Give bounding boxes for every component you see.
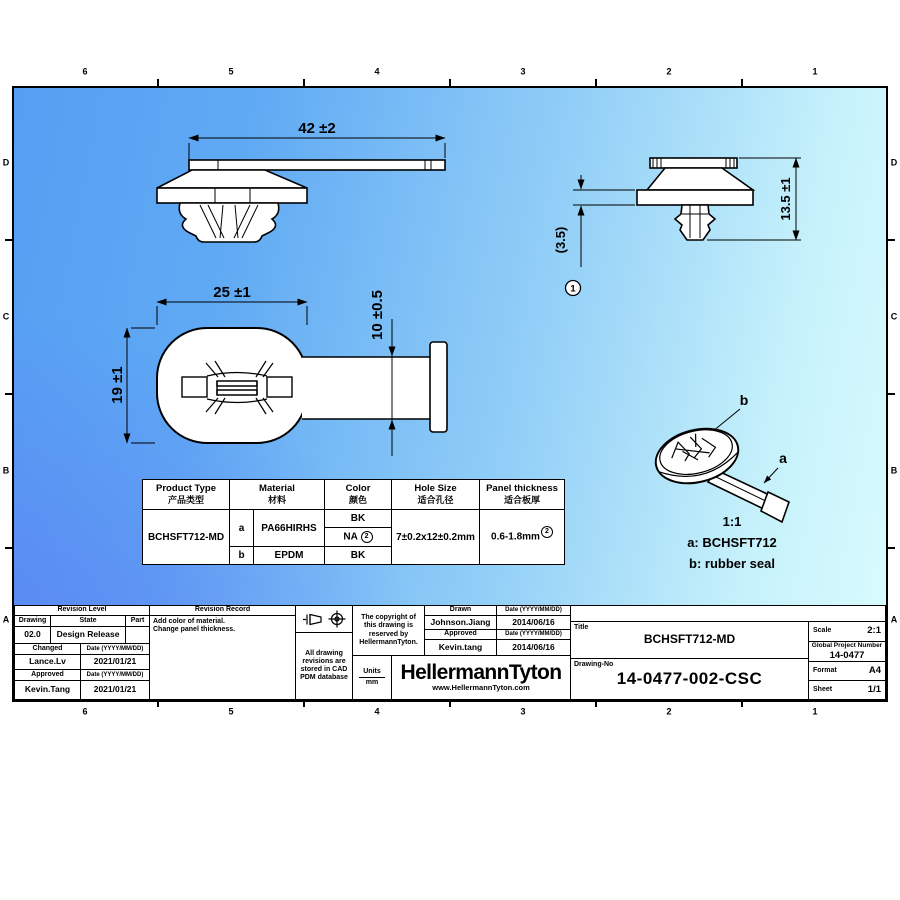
border-tick	[741, 79, 743, 86]
spec-color-a1: BK	[325, 510, 392, 528]
col-drawing: Drawing	[14, 615, 51, 627]
date-label: Date (YYYY/MM/DD)	[496, 605, 571, 616]
dim-42: 42 ±2	[298, 120, 336, 137]
approved-label-rev: Approved	[14, 669, 81, 681]
note-2-badge: 2	[361, 531, 373, 543]
revision-level-header: Revision Level	[14, 605, 150, 616]
grid-col-label: 5	[228, 706, 234, 717]
grid-col-label: 2	[666, 66, 672, 77]
border-tick	[449, 79, 451, 86]
grid-col-label: 5	[228, 66, 234, 77]
end-view-drawing	[545, 140, 815, 300]
spec-row-b-key: b	[230, 547, 254, 565]
grid-col-label: 2	[666, 706, 672, 717]
border-tick	[5, 239, 12, 241]
balloon-1-number: 1	[570, 283, 576, 295]
spec-hole-size: 7±0.2x12±0.2mm	[392, 510, 480, 565]
spec-header-product-type: Product Type 产品类型	[143, 480, 230, 510]
grid-col-label: 3	[520, 66, 526, 77]
approved-label: Approved	[424, 629, 497, 640]
border-tick	[888, 393, 895, 395]
grid-col-label: 6	[82, 66, 88, 77]
sheet-cell	[808, 680, 886, 700]
dim-25: 25 ±1	[213, 284, 251, 301]
scale-value: 2:1	[867, 625, 881, 637]
projection-target-icon	[328, 610, 346, 628]
border-tick	[5, 547, 12, 549]
approved-date-rev: 2021/01/21	[80, 680, 150, 700]
grid-col-label: 4	[374, 66, 380, 77]
iso-label-b: b	[739, 392, 749, 408]
side-view-drawing	[120, 110, 470, 255]
approved-by-rev: Kevin.Tang	[14, 680, 81, 700]
units-cell	[352, 655, 392, 700]
drawing-frame	[12, 86, 888, 702]
revision-record-line2: Change panel thickness.	[153, 626, 236, 634]
hellermanntyton-logo: HellermannTyton	[400, 661, 562, 685]
iso-scale-note: 1:1	[722, 514, 742, 529]
projection-symbol-cell	[295, 605, 353, 633]
drawn-date: 2014/06/16	[496, 615, 571, 630]
title-cell	[570, 621, 809, 659]
top-view-drawing	[105, 285, 470, 470]
spec-color-a2: NA 2	[325, 528, 392, 547]
copyright-note: The copyright of this drawing is reserved by HellermannTyton.	[352, 605, 425, 656]
spec-panel-thickness: 0.6-1.8mm2	[480, 510, 565, 565]
title-block	[14, 605, 886, 700]
revision-record-header: Revision Record	[149, 605, 296, 616]
col-part: Part	[125, 615, 150, 627]
sheet-value: 1/1	[867, 683, 881, 695]
spec-material-b: EPDM	[254, 547, 325, 565]
grid-col-label: 1	[812, 706, 818, 717]
spec-header-color: Color 颜色	[325, 480, 392, 510]
grid-row-label: B	[890, 465, 898, 476]
gpn-cell	[808, 641, 886, 662]
iso-legend-a: a: BCHSFT712	[687, 535, 777, 550]
date-label: Date (YYYY/MM/DD)	[496, 629, 571, 640]
projection-cone-icon	[302, 612, 323, 627]
drawing-no-value: 14-0477-002-CSC	[616, 669, 763, 689]
units-value: mm	[365, 679, 379, 686]
grid-row-label: C	[2, 311, 10, 322]
format-cell	[808, 661, 886, 681]
dim-10: 10 ±0.5	[369, 290, 386, 340]
changed-by: Lance.Lv	[14, 654, 81, 670]
date-label: Date (YYYY/MM/DD)	[80, 643, 150, 655]
grid-col-label: 4	[374, 706, 380, 717]
approved-date: 2014/06/16	[496, 639, 571, 656]
note-2-badge: 2	[541, 526, 553, 538]
spec-row-a-key: a	[230, 510, 254, 547]
revision-drawing-value: 02.0	[14, 626, 51, 644]
col-state: State	[50, 615, 126, 627]
drawing-no-label: Drawing-No	[574, 661, 614, 668]
border-tick	[5, 393, 12, 395]
website-url: www.HellermannTyton.com	[432, 683, 530, 693]
grid-row-label: A	[890, 614, 898, 625]
dim-3-5-ref: (3.5)	[553, 226, 568, 254]
drawing-no-cell	[570, 658, 809, 700]
spec-color-b: BK	[325, 547, 392, 565]
cad-note: All drawing revisions are stored in CAD PDM database	[295, 632, 353, 700]
title-label: Title	[574, 624, 589, 631]
grid-row-label: D	[890, 157, 898, 168]
spec-header-material: Material 材料	[230, 480, 325, 510]
title-block-spacer	[570, 605, 886, 622]
revision-record-body	[149, 615, 296, 700]
sheet-label: Sheet	[813, 685, 833, 693]
scale-label: Scale	[813, 627, 832, 635]
scale-cell	[808, 621, 886, 642]
title-value: BCHSFT712-MD	[643, 632, 736, 647]
changed-label: Changed	[14, 643, 81, 655]
grid-row-label: B	[2, 465, 10, 476]
grid-row-label: A	[2, 614, 10, 625]
dim-19: 19 ±1	[109, 366, 126, 404]
border-tick	[888, 239, 895, 241]
revision-part-value	[125, 626, 150, 644]
gpn-value: 14-0477	[829, 649, 865, 661]
drawn-label: Drawn	[424, 605, 497, 616]
spec-header-panel-thickness: Panel thickness 适合板厚	[480, 480, 565, 510]
spec-material-a: PA66HIRHS	[254, 510, 325, 547]
spec-header-hole-size: Hole Size 适合孔径	[392, 480, 480, 510]
iso-view-drawing	[640, 390, 865, 575]
format-value: A4	[868, 664, 881, 676]
iso-label-a: a	[779, 450, 787, 466]
grid-row-label: C	[890, 311, 898, 322]
spec-product-type: BCHSFT712-MD	[143, 510, 230, 565]
drawn-by: Johnson.Jiang	[424, 615, 497, 630]
changed-date: 2021/01/21	[80, 654, 150, 670]
spec-table	[142, 479, 565, 565]
border-tick	[303, 79, 305, 86]
grid-col-label: 3	[520, 706, 526, 717]
logo-cell	[391, 655, 571, 700]
border-tick	[157, 79, 159, 86]
border-tick	[595, 79, 597, 86]
date-label: Date (YYYY/MM/DD)	[80, 669, 150, 681]
revision-record-line1: Add color of material.	[153, 618, 225, 625]
units-label: Units	[359, 668, 385, 678]
revision-state-value: Design Release	[50, 626, 126, 644]
grid-col-label: 6	[82, 706, 88, 717]
dim-13-5: 13.5 ±1	[778, 177, 793, 221]
gpn-label: Global Project Number	[811, 641, 883, 649]
grid-col-label: 1	[812, 66, 818, 77]
approved-by: Kevin.tang	[424, 639, 497, 656]
iso-legend-b: b: rubber seal	[689, 556, 775, 571]
border-tick	[888, 547, 895, 549]
grid-row-label: D	[2, 157, 10, 168]
format-label: Format	[813, 666, 837, 674]
